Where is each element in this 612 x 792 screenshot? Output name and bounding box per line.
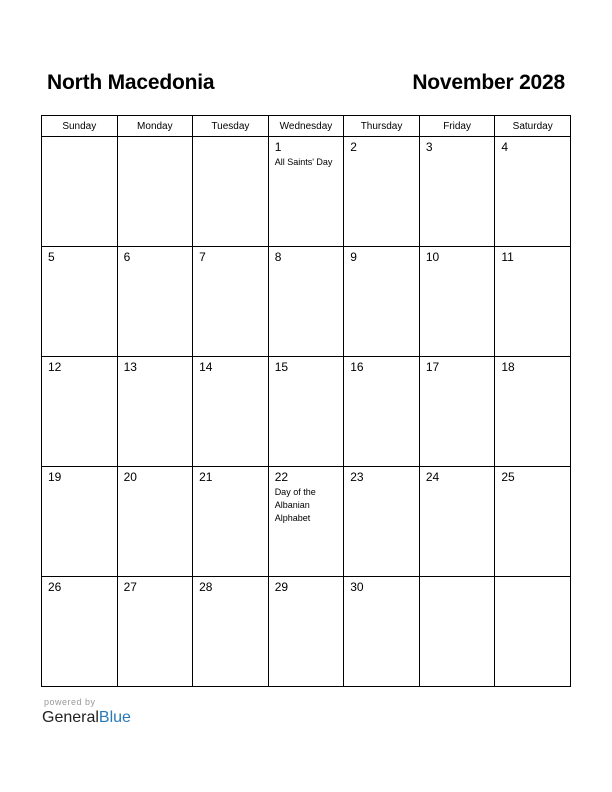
day-cell xyxy=(268,467,344,577)
empty-day-cell xyxy=(117,137,193,247)
day-cell xyxy=(268,357,344,467)
day-number: 29 xyxy=(274,580,289,594)
day-cell xyxy=(344,467,420,577)
weekday-wednesday: Wednesday xyxy=(268,116,344,137)
day-number: 16 xyxy=(350,360,364,374)
day-cell xyxy=(42,577,118,687)
empty-day-cell xyxy=(419,577,495,687)
day-cell xyxy=(419,137,495,247)
day-cell xyxy=(193,357,269,467)
weekday-thursday: Thursday xyxy=(344,116,420,137)
day-number: 13 xyxy=(123,360,137,374)
day-number: 14 xyxy=(199,360,213,374)
week-row xyxy=(42,577,571,687)
day-number: 21 xyxy=(199,470,213,484)
day-number: 5 xyxy=(48,250,55,264)
day-number: 30 xyxy=(350,580,364,594)
day-number: 8 xyxy=(274,250,282,264)
day-number: 7 xyxy=(199,250,206,264)
day-number: 6 xyxy=(123,250,131,264)
week-row xyxy=(42,467,571,577)
day-number: 19 xyxy=(48,470,62,484)
day-number: 1 xyxy=(274,140,282,154)
day-cell xyxy=(419,357,495,467)
week-row xyxy=(42,357,571,467)
day-cell xyxy=(268,137,344,247)
day-cell xyxy=(344,247,420,357)
weekday-friday: Friday xyxy=(419,116,495,137)
day-number: 3 xyxy=(425,140,433,154)
day-cell xyxy=(42,247,118,357)
empty-day-cell xyxy=(193,137,269,247)
day-number: 18 xyxy=(501,360,515,374)
country-title: North Macedonia xyxy=(47,71,215,94)
day-cell xyxy=(419,467,495,577)
day-cell xyxy=(344,357,420,467)
month-year-title: November 2028 xyxy=(412,71,565,94)
generalblue-logo[interactable] xyxy=(42,709,131,727)
week-row xyxy=(42,137,571,247)
day-cell xyxy=(495,137,571,247)
weekday-saturday: Saturday xyxy=(495,116,571,137)
day-cell xyxy=(42,357,118,467)
day-number: 10 xyxy=(425,250,440,264)
day-number: 23 xyxy=(350,470,364,484)
brand-blue-text: Blue xyxy=(98,709,131,726)
day-cell xyxy=(193,577,269,687)
day-cell xyxy=(495,247,571,357)
day-cell xyxy=(193,467,269,577)
powered-by-text: powered by xyxy=(44,697,96,707)
weekday-monday: Monday xyxy=(117,116,193,137)
day-cell xyxy=(495,467,571,577)
week-row xyxy=(42,247,571,357)
day-number: 27 xyxy=(123,580,137,594)
day-number: 20 xyxy=(123,470,137,484)
empty-day-cell xyxy=(42,137,118,247)
day-number: 17 xyxy=(425,360,440,374)
day-cell xyxy=(344,137,420,247)
day-cell xyxy=(193,247,269,357)
day-cell xyxy=(117,247,193,357)
day-number: 11 xyxy=(501,250,514,264)
weekday-header-row xyxy=(42,116,571,137)
holiday-label: All Saints' Day xyxy=(274,157,333,167)
day-cell xyxy=(268,247,344,357)
holiday-label: Day of the Albanian Alphabet xyxy=(274,487,316,523)
day-cell xyxy=(268,577,344,687)
day-number: 26 xyxy=(48,580,62,594)
empty-day-cell xyxy=(495,577,571,687)
day-cell xyxy=(42,467,118,577)
day-cell xyxy=(117,467,193,577)
day-number: 9 xyxy=(350,250,357,264)
weekday-sunday: Sunday xyxy=(42,116,118,137)
day-number: 24 xyxy=(425,470,440,484)
day-number: 25 xyxy=(501,470,515,484)
day-number: 12 xyxy=(48,360,62,374)
day-number: 15 xyxy=(274,360,289,374)
day-number: 22 xyxy=(274,470,289,484)
day-number: 28 xyxy=(199,580,213,594)
day-cell xyxy=(495,357,571,467)
brand-general-text: General xyxy=(42,709,99,726)
day-number: 4 xyxy=(501,140,509,154)
day-cell xyxy=(419,247,495,357)
day-cell xyxy=(344,577,420,687)
day-cell xyxy=(117,357,193,467)
calendar-grid xyxy=(41,115,571,687)
day-cell xyxy=(117,577,193,687)
weekday-tuesday: Tuesday xyxy=(193,116,269,137)
day-number: 2 xyxy=(350,140,357,154)
